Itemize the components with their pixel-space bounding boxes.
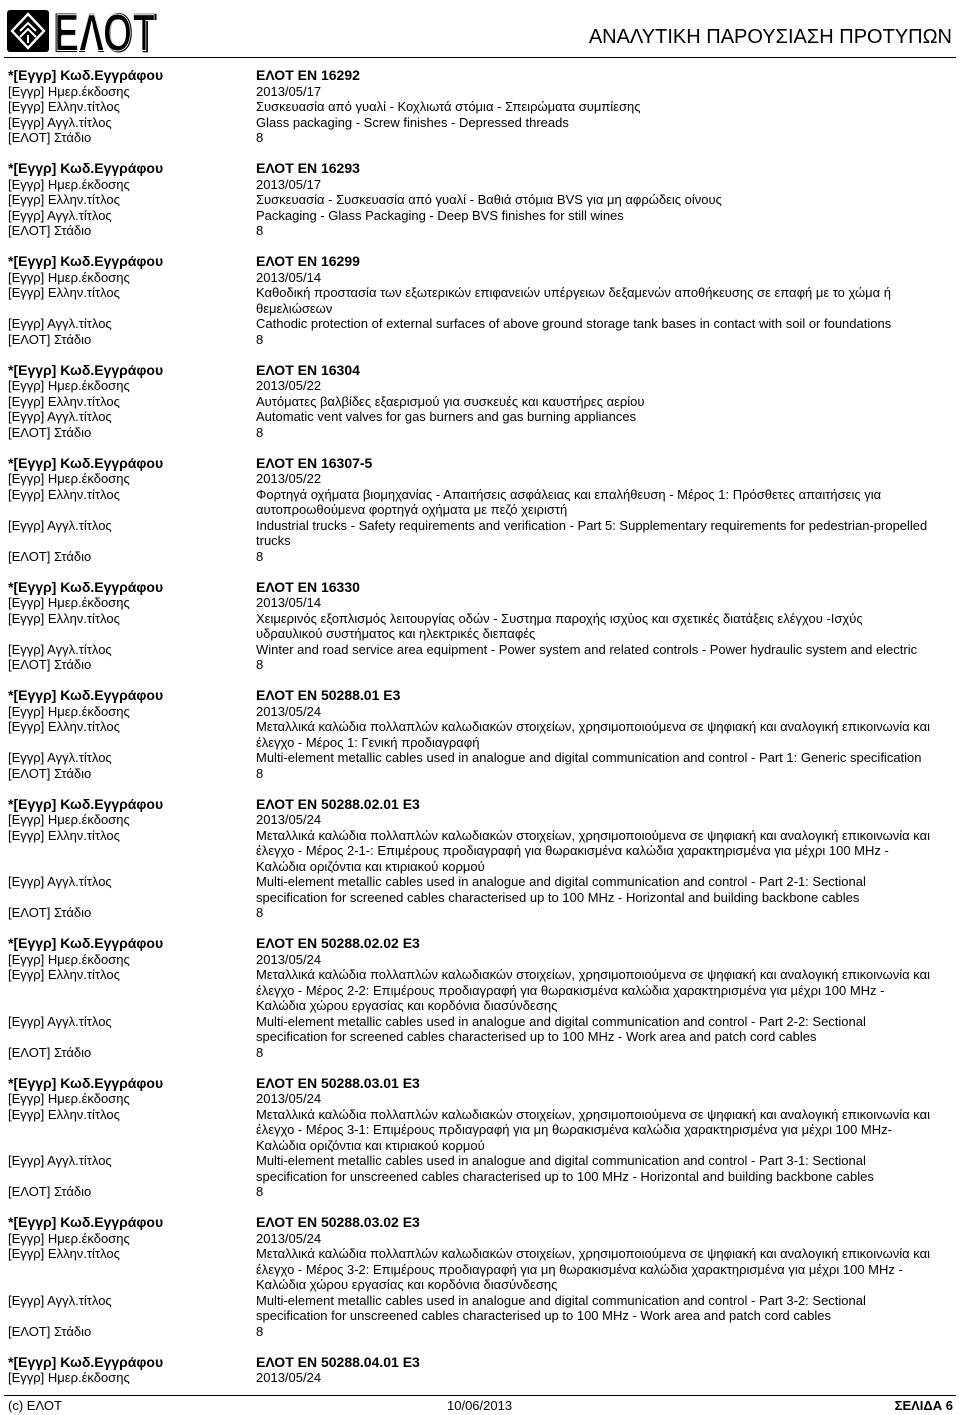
elot-logo <box>7 8 157 54</box>
document-code: ΕΛΟΤ EN 50288.01 E3 <box>256 687 401 703</box>
english-title-row <box>8 1014 931 1045</box>
issue-date: 2013/05/22 <box>256 471 322 486</box>
english-title-row <box>8 874 931 905</box>
stage-value: 8 <box>256 765 264 781</box>
stage-value: 8 <box>256 331 264 347</box>
stage-label: [ΕΛΟΤ] Στάδιο <box>8 657 92 672</box>
greek-title: Αυτόματες βαλβίδες εξαερισμού για συσκευές και καυστήρες αερίου <box>256 393 645 409</box>
greek-title: Συσκευασία - Συσκευασία από γυαλί - Βαθιά στόμια BVS για μη αφρώδεις οίνους <box>256 192 722 207</box>
greek-title-label: [Εγγρ] Ελλην.τίτλος <box>8 285 120 300</box>
standard-record <box>8 456 931 565</box>
english-title-row <box>8 1153 931 1184</box>
document-code-row <box>8 936 931 952</box>
greek-title: Μεταλλικά καλώδια πολλαπλών καλωδιακών στοιχείων, χρησιμοποιούμενα σε ψηφιακή και αναλογική επικοινωνία και έλεγχο - Μέρος 2-1-: Επιμέρους προδιαγραφή για θωρακισμένα καλώδια χαρακτηρισμένα για μέχρι 100 MHz - Καλώδια οριζόντια και κτιριακού κορμού <box>256 827 930 874</box>
standard-record <box>8 688 931 781</box>
stage-row <box>8 223 931 239</box>
logo-text-inline: ΕΛΟΤ <box>54 8 155 54</box>
issue-date-label: [Εγγρ] Ημερ.έκδοσης <box>8 471 130 486</box>
english-title-label: [Εγγρ] Αγγλ.τίτλος <box>8 1292 112 1308</box>
footer <box>8 1398 953 1414</box>
greek-title-row <box>8 487 931 518</box>
issue-date-label: [Εγγρ] Ημερ.έκδοσης <box>8 378 130 393</box>
issue-date-label: [Εγγρ] Ημερ.έκδοσης <box>8 951 130 967</box>
issue-date: 2013/05/24 <box>256 1091 322 1106</box>
greek-title-label: [Εγγρ] Ελλην.τίτλος <box>8 1106 120 1122</box>
english-title: Glass packaging - Screw finishes - Depressed threads <box>256 114 569 130</box>
standard-record <box>8 1215 931 1339</box>
greek-title-row <box>8 1107 931 1154</box>
stage-label: [ΕΛΟΤ] Στάδιο <box>8 223 92 238</box>
english-title: Multi-element metallic cables used in analogue and digital communication and control - Part 3-2: Sectional specification for unscreened cables characterised up to 100 MHz - Work area and patch cord cables <box>256 1292 866 1323</box>
issue-date-label: [Εγγρ] Ημερ.έκδοσης <box>8 176 130 192</box>
english-title: Multi-element metallic cables used in analogue and digital communication and control - Part 3-1: Sectional specification for unscreened cables characterised up to 100 MHz - Horizontal and building backbone cables <box>256 1153 874 1184</box>
english-title-row <box>8 518 931 549</box>
english-title-label: [Εγγρ] Αγγλ.τίτλος <box>8 1153 112 1168</box>
greek-title-row <box>8 1246 931 1293</box>
document-code-row <box>8 161 931 177</box>
document-code-row <box>8 1215 931 1231</box>
english-title: Automatic vent valves for gas burners and gas burning appliances <box>256 409 637 424</box>
stage-value: 8 <box>256 1184 264 1199</box>
stage-value: 8 <box>256 657 264 672</box>
english-title-row <box>8 750 931 766</box>
english-title-label: [Εγγρ] Αγγλ.τίτλος <box>8 641 112 657</box>
issue-date-label: [Εγγρ] Ημερ.έκδοσης <box>8 269 130 285</box>
document-code: ΕΛΟΤ EN 50288.02.02 E3 <box>256 935 420 951</box>
issue-date-row <box>8 1231 931 1247</box>
page-number: ΣΕΛΙΔΑ 6 <box>894 1398 953 1413</box>
document-code: ΕΛΟΤ EN 16304 <box>256 361 360 378</box>
stage-row <box>8 1045 931 1061</box>
issue-date-label: [Εγγρ] Ημερ.έκδοσης <box>8 703 130 719</box>
issue-date-row <box>8 595 931 611</box>
greek-title: Μεταλλικά καλώδια πολλαπλών καλωδιακών στοιχείων, χρησιμοποιούμενα σε ψηφιακή και αναλογική επικοινωνία και έλεγχο - Μέρος 3-1: Επιμέρους πρδιαγραφή για μη θωρακισμένα καλώδια χαρακτηρισμένα για μέχρι 100 MHz- Καλώδια οριζόντια και κτιριακού κορμού <box>256 1106 930 1153</box>
footer-divider <box>4 1395 956 1396</box>
greek-title-label: [Εγγρ] Ελλην.τίτλος <box>8 393 120 409</box>
stage-label: [ΕΛΟΤ] Στάδιο <box>8 1044 92 1060</box>
issue-date: 2013/05/14 <box>256 269 322 285</box>
issue-date-row <box>8 84 931 100</box>
greek-title-row <box>8 611 931 642</box>
english-title-label: [Εγγρ] Αγγλ.τίτλος <box>8 316 112 331</box>
document-code-row <box>8 68 931 84</box>
document-code-label: *[Εγγρ] Κωδ.Εγγράφου <box>8 253 164 269</box>
stage-value: 8 <box>256 548 264 564</box>
document-code-row <box>8 363 931 379</box>
document-code-row <box>8 688 931 704</box>
document-code-label: *[Εγγρ] Κωδ.Εγγράφου <box>8 454 164 471</box>
standard-record <box>8 363 931 441</box>
stage-label: [ΕΛΟΤ] Στάδιο <box>8 424 92 440</box>
stage-value: 8 <box>256 1044 264 1060</box>
english-title-label: [Εγγρ] Αγγλ.τίτλος <box>8 207 112 223</box>
document-code: ΕΛΟΤ EN 50288.04.01 E3 <box>256 1353 420 1370</box>
issue-date: 2013/05/22 <box>256 378 322 393</box>
document-code-row <box>8 580 931 596</box>
english-title-label: [Εγγρ] Αγγλ.τίτλος <box>8 517 112 533</box>
issue-date-label: [Εγγρ] Ημερ.έκδοσης <box>8 595 130 610</box>
english-title-label: [Εγγρ] Αγγλ.τίτλος <box>8 409 112 424</box>
stage-row <box>8 332 931 348</box>
document-code-row <box>8 456 931 472</box>
stage-label: [ΕΛΟΤ] Στάδιο <box>8 765 92 781</box>
stage-label: [ΕΛΟΤ] Στάδιο <box>8 1323 92 1339</box>
stage-label: [ΕΛΟΤ] Στάδιο <box>8 548 92 564</box>
issue-date-row <box>8 812 931 828</box>
document-code-label: *[Εγγρ] Κωδ.Εγγράφου <box>8 795 164 812</box>
issue-date-label: [Εγγρ] Ημερ.έκδοσης <box>8 1230 130 1246</box>
stage-row <box>8 130 931 146</box>
greek-title-label: [Εγγρ] Ελλην.τίτλος <box>8 486 120 502</box>
english-title-label: [Εγγρ] Αγγλ.τίτλος <box>8 114 112 130</box>
stage-value: 8 <box>256 223 264 238</box>
issue-date-row <box>8 952 931 968</box>
document-code-label: *[Εγγρ] Κωδ.Εγγράφου <box>8 1074 164 1091</box>
document-code-row <box>8 1355 931 1371</box>
stage-value: 8 <box>256 130 264 145</box>
stage-row <box>8 905 931 921</box>
greek-title-label: [Εγγρ] Ελλην.τίτλος <box>8 827 120 843</box>
header-divider <box>4 57 956 58</box>
issue-date-row <box>8 270 931 286</box>
greek-title-row <box>8 967 931 1014</box>
document-code-row <box>8 254 931 270</box>
document-code-label: *[Εγγρ] Κωδ.Εγγράφου <box>8 160 164 176</box>
greek-title-label: [Εγγρ] Ελλην.τίτλος <box>8 610 120 626</box>
stage-label: [ΕΛΟΤ] Στάδιο <box>8 130 92 145</box>
stage-row <box>8 549 931 565</box>
greek-title: Χειμερινός εξοπλισμός λειτουργίας οδών - Συστημα παροχής ισχύος και σχετικές διατάξεις ελέγχου -Ισχύς υδραυλικού συστήματος και ηλεκτρικές διεπαφές <box>256 610 863 641</box>
stage-label: [ΕΛΟΤ] Στάδιο <box>8 331 92 347</box>
greek-title: Μεταλλικά καλώδια πολλαπλών καλωδιακών στοιχείων, χρησιμοποιούμενα σε ψηφιακή και αναλογική επικοινωνία και έλεγχο - Μέρος 2-2: Επιμέρους προδιαγραφή για θωρακισμένα καλώδια χαρακτηρισμένα για μέχρι 100 MHz - Καλώδια χώρου εργασίας και κορδόνια διασύνδεσης <box>256 967 930 1013</box>
issue-date: 2013/05/24 <box>256 1370 322 1385</box>
english-title-label: [Εγγρ] Αγγλ.τίτλος <box>8 874 112 889</box>
greek-title: Καθοδική προστασία των εξωτερικών επιφανειών υπέργειων δεξαμενών αποθήκευσης σε επαφή με το χώμα ή θεμελιώσεων <box>256 285 892 316</box>
greek-title: Μεταλλικά καλώδια πολλαπλών καλωδιακών στοιχείων, χρησιμοποιούμενα σε ψηφιακή και αναλογική επικοινωνία και έλεγχο - Μέρος 1: Γενική προδιαγραφή <box>256 719 930 750</box>
issue-date: 2013/05/24 <box>256 1230 322 1246</box>
english-title-label: [Εγγρ] Αγγλ.τίτλος <box>8 750 112 765</box>
issue-date: 2013/05/24 <box>256 951 322 967</box>
document-code-label: *[Εγγρ] Κωδ.Εγγράφου <box>8 1353 164 1370</box>
document-code: ΕΛΟΤ EN 50288.02.01 E3 <box>256 795 420 812</box>
standard-record <box>8 1076 931 1200</box>
stage-label: [ΕΛΟΤ] Στάδιο <box>8 905 92 920</box>
english-title: Winter and road service area equipment - Power system and related controls - Power hydraulic system and electric <box>256 641 918 657</box>
standard-record <box>8 580 931 673</box>
english-title-row <box>8 642 931 658</box>
english-title: Packaging - Glass Packaging - Deep BVS finishes for still wines <box>256 207 624 223</box>
issue-date: 2013/05/24 <box>256 703 322 719</box>
greek-title-label: [Εγγρ] Ελλην.τίτλος <box>8 967 120 982</box>
issue-date-row <box>8 704 931 720</box>
logo-text: ΕΛΟΤ <box>53 8 157 54</box>
stage-value: 8 <box>256 905 264 920</box>
document-code: ΕΛΟΤ EN 50288.03.02 E3 <box>256 1214 420 1230</box>
greek-title: Συσκευασία από γυαλί - Κοχλιωτά στόμια - Σπειρώματα συμπίεσης <box>256 99 641 114</box>
greek-title-label: [Εγγρ] Ελλην.τίτλος <box>8 1246 120 1261</box>
greek-title-row <box>8 99 931 115</box>
english-title-row <box>8 1293 931 1324</box>
document-code-row <box>8 797 931 813</box>
issue-date-row <box>8 1370 931 1386</box>
document-code-label: *[Εγγρ] Κωδ.Εγγράφου <box>8 578 164 595</box>
stage-row <box>8 657 931 673</box>
footer-copyright: (c) ΕΛΟΤ <box>8 1398 62 1413</box>
greek-title-label: [Εγγρ] Ελλην.τίτλος <box>8 719 120 734</box>
english-title: Multi-element metallic cables used in analogue and digital communication and control - Part 2-2: Sectional specification for screened cables characterised up to 100 MHz - Work area and patch cord cables <box>256 1013 866 1044</box>
greek-title: Φορτηγά οχήματα βιομηχανίας - Απαιτήσεις ασφάλειας και επαλήθευση - Μέρος 1: Πρόσθετες απαιτήσεις για αυτοπροωθούμενα φορτηγά οχήματα με πεζό χειριστή <box>256 486 882 517</box>
standard-record <box>8 936 931 1060</box>
document-code-label: *[Εγγρ] Κωδ.Εγγράφου <box>8 361 164 378</box>
standard-record <box>8 161 931 239</box>
document-code-label: *[Εγγρ] Κωδ.Εγγράφου <box>8 67 164 83</box>
stage-row <box>8 1324 931 1340</box>
stage-row <box>8 425 931 441</box>
issue-date-label: [Εγγρ] Ημερ.έκδοσης <box>8 83 130 99</box>
document-code: ΕΛΟΤ EN 16307-5 <box>256 454 373 471</box>
document-code: ΕΛΟΤ EN 16299 <box>256 253 360 269</box>
page-title: ΑΝΑΛΥΤΙΚΗ ΠΑΡΟΥΣΙΑΣΗ ΠΡΟΤΥΠΩΝ <box>588 26 952 48</box>
standard-record <box>8 1355 931 1386</box>
greek-title-label: [Εγγρ] Ελλην.τίτλος <box>8 192 120 207</box>
document-code-label: *[Εγγρ] Κωδ.Εγγράφου <box>8 1214 164 1230</box>
greek-title-label: [Εγγρ] Ελλην.τίτλος <box>8 99 120 114</box>
english-title: Industrial trucks - Safety requirements and verification - Part 5: Supplementary requirements for pedestrian-propelled trucks <box>256 517 928 548</box>
english-title-row <box>8 115 931 131</box>
english-title-row <box>8 409 931 425</box>
stage-row <box>8 766 931 782</box>
greek-title: Μεταλλικά καλώδια πολλαπλών καλωδιακών στοιχείων, χρησιμοποιούμενα σε ψηφιακή και αναλογική επικοινωνία και έλεγχο - Μέρος 3-2: Επιμέρους προδιαγραφή για μη θωρακισμένα καλώδια χαρακτηρισμένα για μέχρι 100 MHz - Καλώδια χώρου εργασίας και κορδόνια διασύνδεσης <box>256 1246 930 1292</box>
issue-date-label: [Εγγρ] Ημερ.έκδοσης <box>8 812 130 827</box>
issue-date: 2013/05/24 <box>256 812 322 827</box>
english-title-row <box>8 316 931 332</box>
issue-date-row <box>8 471 931 487</box>
issue-date-label: [Εγγρ] Ημερ.έκδοσης <box>8 1091 130 1106</box>
issue-date: 2013/05/17 <box>256 176 322 192</box>
document-code-label: *[Εγγρ] Κωδ.Εγγράφου <box>8 687 164 703</box>
document-code: ΕΛΟΤ EN 16330 <box>256 578 360 595</box>
issue-date: 2013/05/14 <box>256 595 322 610</box>
stage-value: 8 <box>256 1323 264 1339</box>
stage-row <box>8 1184 931 1200</box>
document-code: ΕΛΟΤ EN 16293 <box>256 160 360 176</box>
standard-record <box>8 254 931 347</box>
english-title-row <box>8 208 931 224</box>
issue-date-row <box>8 1091 931 1107</box>
stage-label: [ΕΛΟΤ] Στάδιο <box>8 1184 92 1199</box>
greek-title-row <box>8 719 931 750</box>
english-title: Cathodic protection of external surfaces of above ground storage tank bases in contact with soil or foundations <box>256 316 892 331</box>
greek-title-row <box>8 394 931 410</box>
issue-date-row <box>8 378 931 394</box>
stage-value: 8 <box>256 424 264 440</box>
document-code-label: *[Εγγρ] Κωδ.Εγγράφου <box>8 935 164 951</box>
document-code-row <box>8 1076 931 1092</box>
greek-title-row <box>8 285 931 316</box>
standard-record <box>8 797 931 921</box>
records-list <box>8 68 931 1401</box>
document-code: ΕΛΟΤ EN 16292 <box>256 67 360 83</box>
greek-title-row <box>8 828 931 875</box>
english-title: Multi-element metallic cables used in analogue and digital communication and control - Part 2-1: Sectional specification for screened cables characterised up to 100 MHz - Horizontal and building backbone cables <box>256 874 866 905</box>
greek-title-row <box>8 192 931 208</box>
issue-date: 2013/05/17 <box>256 83 322 99</box>
footer-date: 10/06/2013 <box>447 1398 513 1413</box>
issue-date-row <box>8 177 931 193</box>
document-code: ΕΛΟΤ EN 50288.03.01 E3 <box>256 1074 420 1091</box>
elot-emblem-icon <box>7 10 49 52</box>
standard-record <box>8 68 931 146</box>
english-title: Multi-element metallic cables used in analogue and digital communication and control - Part 1: Generic specification <box>256 750 922 765</box>
english-title-label: [Εγγρ] Αγγλ.τίτλος <box>8 1013 112 1029</box>
issue-date-label: [Εγγρ] Ημερ.έκδοσης <box>8 1370 130 1385</box>
